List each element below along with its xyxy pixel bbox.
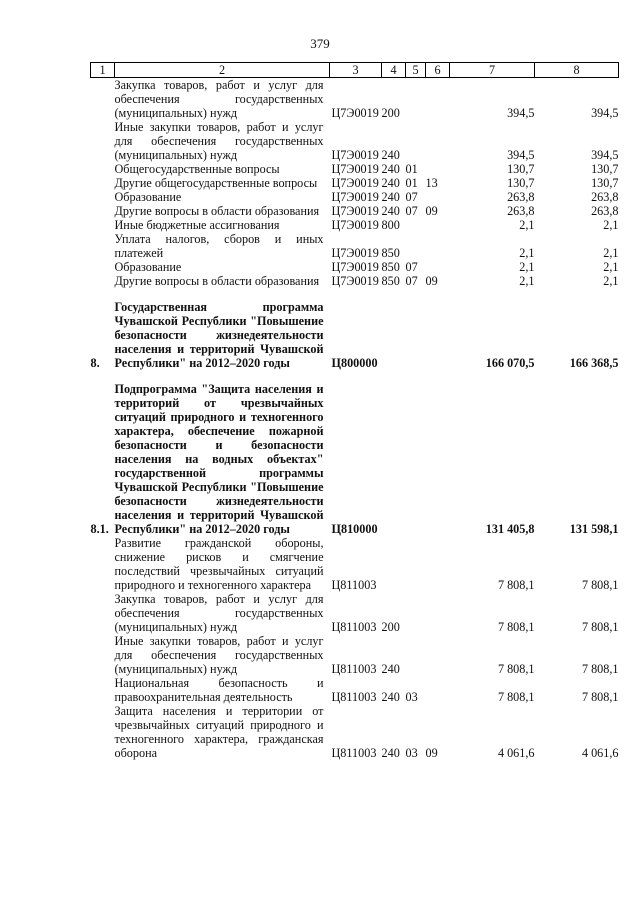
row-amount-2: 394,5 [591, 148, 619, 162]
row-section: 03 [405, 746, 418, 760]
row-target-code: Ц7Э0019 [331, 246, 379, 260]
row-amount-1: 2,1 [519, 274, 535, 288]
row-index [91, 190, 115, 204]
table-row [91, 176, 619, 190]
row-name: Иные закупки товаров, работ и услуг для обеспечения государственных (муниципальных) нужд [114, 634, 324, 676]
row-amount-1: 263,8 [507, 190, 535, 204]
row-amount-2: 7 808,1 [581, 690, 619, 704]
row-amount-1: 7 808,1 [497, 662, 535, 676]
row-amount-2: 2,1 [603, 260, 619, 274]
column-header: 6 [426, 63, 450, 78]
row-target-code: Ц7Э0019 [331, 190, 379, 204]
row-subsection [426, 634, 450, 676]
row-amount-1: 263,8 [507, 204, 535, 218]
row-name: Иные закупки товаров, работ и услуг для обеспечения государственных (муниципальных) нужд [114, 120, 324, 162]
row-target-code: Ц811003 [331, 662, 377, 676]
row-index: 8.1. [90, 522, 109, 536]
row-target-code: Ц811003 [331, 620, 377, 634]
row-expense-type: 240 [381, 162, 400, 176]
table-row [91, 592, 619, 634]
row-section [406, 78, 426, 121]
column-header: 4 [382, 63, 406, 78]
row-index [91, 536, 115, 592]
row-index: 8. [90, 356, 100, 370]
row-expense-type: 200 [381, 106, 400, 120]
row-amount-2: 263,8 [591, 204, 619, 218]
row-section: 01 [405, 162, 418, 176]
row-target-code: Ц811003 [331, 578, 377, 592]
row-expense-type: 240 [381, 148, 400, 162]
row-target-code: Ц7Э0019 [331, 260, 379, 274]
row-subsection [426, 536, 450, 592]
row-name: Другие общегосударственные вопросы [114, 176, 318, 190]
row-spacer [91, 370, 619, 382]
table-row [91, 382, 619, 536]
row-section [406, 300, 426, 370]
row-expense-type: 240 [381, 204, 400, 218]
row-amount-2: 166 368,5 [569, 356, 619, 370]
row-index [91, 676, 115, 704]
row-amount-1: 130,7 [507, 176, 535, 190]
row-amount-2: 2,1 [603, 246, 619, 260]
table-row [91, 162, 619, 176]
row-name: Образование [114, 260, 182, 274]
row-amount-1: 4 061,6 [497, 746, 535, 760]
row-section: 07 [405, 204, 418, 218]
row-subsection [426, 120, 450, 162]
row-expense-type: 850 [381, 260, 400, 274]
row-expense-type [382, 382, 406, 536]
row-section [406, 634, 426, 676]
row-expense-type: 800 [381, 218, 400, 232]
row-subsection [426, 382, 450, 536]
row-target-code: Ц811003 [331, 690, 377, 704]
row-amount-1: 2,1 [519, 246, 535, 260]
row-amount-2: 130,7 [591, 176, 619, 190]
row-subsection [426, 218, 450, 232]
table-row [91, 300, 619, 370]
row-amount-1: 2,1 [519, 260, 535, 274]
row-amount-2: 131 598,1 [569, 522, 619, 536]
row-target-code: Ц800000 [331, 356, 378, 370]
row-target-code: Ц7Э0019 [331, 218, 379, 232]
row-target-code: Ц7Э0019 [331, 176, 379, 190]
column-header: 8 [535, 63, 619, 78]
row-target-code: Ц810000 [331, 522, 378, 536]
table-row [91, 190, 619, 204]
row-expense-type: 240 [381, 190, 400, 204]
column-header: 2 [115, 63, 330, 78]
row-amount-2: 2,1 [603, 274, 619, 288]
row-index [91, 162, 115, 176]
column-header: 1 [91, 63, 115, 78]
row-subsection: 13 [425, 176, 438, 190]
row-subsection: 09 [425, 746, 438, 760]
column-header: 7 [450, 63, 535, 78]
row-section [406, 120, 426, 162]
row-name: Образование [114, 190, 182, 204]
row-amount-2: 263,8 [591, 190, 619, 204]
row-name: Защита населения и территории от чрезвычайных ситуаций природного и техногенного характера, гражданская оборона [114, 704, 324, 760]
row-section: 01 [405, 176, 418, 190]
row-expense-type: 200 [381, 620, 400, 634]
table-row [91, 218, 619, 232]
row-subsection [426, 78, 450, 121]
row-subsection [426, 162, 450, 176]
row-name: Уплата налогов, сборов и иных платежей [114, 232, 324, 260]
row-subsection [426, 260, 450, 274]
row-expense-type: 850 [381, 246, 400, 260]
table-header [91, 63, 619, 78]
row-amount-2: 130,7 [591, 162, 619, 176]
table-row [91, 274, 619, 288]
row-expense-type: 240 [381, 662, 400, 676]
row-target-code: Ц7Э0019 [331, 162, 379, 176]
row-section: 07 [405, 274, 418, 288]
row-subsection [426, 300, 450, 370]
row-section [406, 536, 426, 592]
row-name: Государственная программа Чувашской Республики "Повышение безопасности жизнедеятельности населения и территорий Чувашской Республики" на 2012–2020 годы [114, 300, 324, 370]
row-amount-2: 7 808,1 [581, 578, 619, 592]
row-expense-type: 850 [381, 274, 400, 288]
row-name: Другие вопросы в области образования [114, 204, 320, 218]
row-subsection [426, 676, 450, 704]
row-subsection: 09 [425, 204, 438, 218]
row-amount-1: 130,7 [507, 162, 535, 176]
row-section: 07 [405, 190, 418, 204]
row-subsection [426, 232, 450, 260]
row-amount-1: 7 808,1 [497, 620, 535, 634]
row-target-code: Ц7Э0019 [331, 274, 379, 288]
column-header: 3 [330, 63, 382, 78]
row-name: Национальная безопасность и правоохранительная деятельность [114, 676, 324, 704]
row-amount-1: 7 808,1 [497, 690, 535, 704]
row-amount-1: 394,5 [507, 148, 535, 162]
row-name: Другие вопросы в области образования [114, 274, 320, 288]
row-name: Закупка товаров, работ и услуг для обеспечения государственных (муниципальных) нужд [114, 592, 324, 634]
row-section [406, 218, 426, 232]
row-index [91, 592, 115, 634]
row-index [91, 204, 115, 218]
row-name: Развитие гражданской обороны, снижение рисков и смягчение последствий чрезвычайных ситуаций природного и техногенного характера [114, 536, 324, 592]
page-number: 379 [310, 36, 330, 51]
row-index [91, 634, 115, 676]
row-amount-1: 394,5 [507, 106, 535, 120]
row-name: Подпрограмма "Защита населения и территорий от чрезвычайных ситуаций природного и техногенного характера, обеспечение пожарной безопасности и безопасности населения на водных объектах" государственной программы Чувашской Республики "Повышение безопасности жизнедеятельности населения и территорий Чувашской Республики" на 2012–2020 годы [114, 382, 324, 536]
row-section: 03 [405, 690, 418, 704]
row-expense-type [382, 536, 406, 592]
row-amount-2: 7 808,1 [581, 662, 619, 676]
row-subsection: 09 [425, 274, 438, 288]
table-row [91, 120, 619, 162]
table-row [91, 204, 619, 218]
row-amount-1: 131 405,8 [485, 522, 535, 536]
row-expense-type: 240 [381, 176, 400, 190]
row-expense-type: 240 [381, 746, 400, 760]
table-row [91, 704, 619, 760]
row-index [91, 120, 115, 162]
row-section [406, 382, 426, 536]
table-row [91, 232, 619, 260]
row-amount-2: 394,5 [591, 106, 619, 120]
budget-table [90, 62, 619, 760]
row-expense-type [382, 300, 406, 370]
row-amount-2: 7 808,1 [581, 620, 619, 634]
row-amount-1: 166 070,5 [485, 356, 535, 370]
row-section [406, 232, 426, 260]
table-row [91, 78, 619, 121]
row-amount-2: 2,1 [603, 218, 619, 232]
row-spacer [91, 288, 619, 300]
row-amount-1: 7 808,1 [497, 578, 535, 592]
row-target-code: Ц7Э0019 [331, 204, 379, 218]
row-index [91, 274, 115, 288]
row-index [91, 260, 115, 274]
row-target-code: Ц811003 [331, 746, 377, 760]
column-header: 5 [406, 63, 426, 78]
table-body [91, 78, 619, 761]
row-name: Иные бюджетные ассигнования [114, 218, 280, 232]
row-expense-type: 240 [381, 690, 400, 704]
row-index [91, 218, 115, 232]
row-subsection [426, 190, 450, 204]
row-section [406, 592, 426, 634]
table-row [91, 634, 619, 676]
row-amount-1: 2,1 [519, 218, 535, 232]
row-index [91, 78, 115, 121]
table-row [91, 536, 619, 592]
table-row [91, 260, 619, 274]
row-name: Общегосударственные вопросы [114, 162, 280, 176]
spacer-cell [91, 288, 619, 300]
row-index [91, 176, 115, 190]
spacer-cell [91, 370, 619, 382]
row-name: Закупка товаров, работ и услуг для обеспечения государственных (муниципальных) нужд [114, 78, 324, 120]
row-amount-2: 4 061,6 [581, 746, 619, 760]
row-section: 07 [405, 260, 418, 274]
row-target-code: Ц7Э0019 [331, 106, 379, 120]
row-index [91, 232, 115, 260]
table-row [91, 676, 619, 704]
row-index [91, 704, 115, 760]
row-subsection [426, 592, 450, 634]
row-target-code: Ц7Э0019 [331, 148, 379, 162]
